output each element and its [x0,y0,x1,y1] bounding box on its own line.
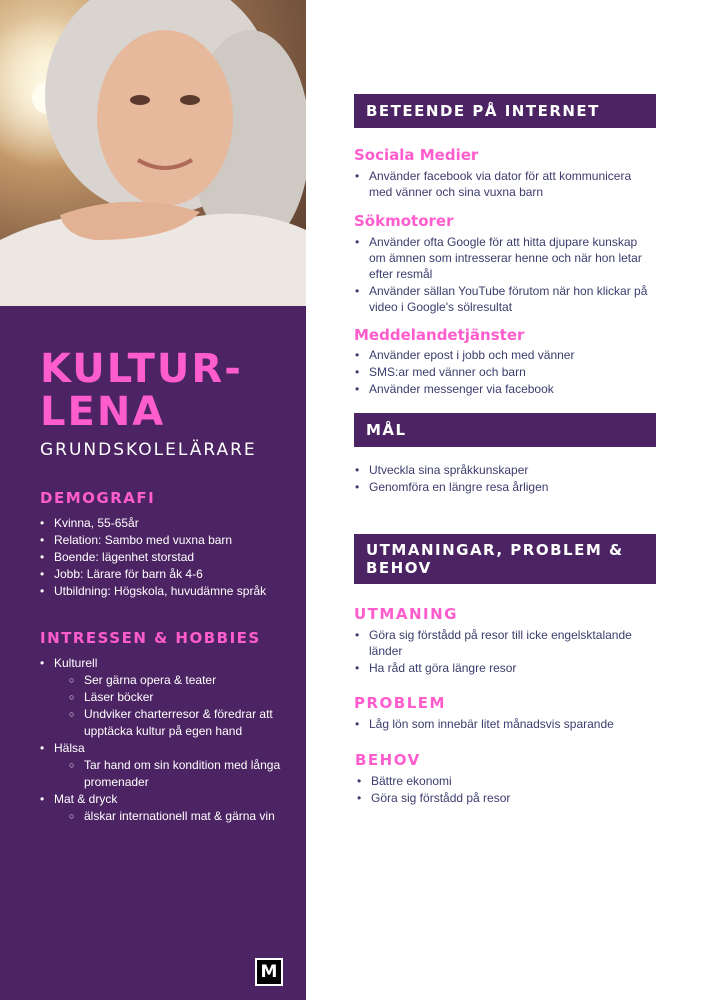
list-item [40,740,290,791]
list-item: • Använder messenger via facebook [354,381,654,397]
behov-list [356,773,656,807]
problem-heading: PROBLEM [354,694,446,712]
list-item [40,791,290,825]
mal-list [354,462,654,496]
list-item: • Använder epost i jobb och med vänner [354,347,654,363]
list-item: ○ Ser gärna opera & teater [54,672,290,689]
list-item: • Göra sig förstådd på resor [356,790,656,806]
sok-heading: Sökmotorer [354,212,454,230]
mal-header: MÅL [354,413,656,447]
list-item: • Utveckla sina språkkunskaper [354,462,654,478]
utmaning-heading: UTMANING [354,605,458,623]
group-label: Kulturell [54,656,98,670]
list-item: • Ha råd att göra längre resor [354,660,654,676]
list-item [40,655,290,740]
list-item: • SMS:ar med vänner och barn [354,364,654,380]
list-item: • Boende: lägenhet storstad [40,549,290,566]
persona-name: KULTUR-LENA [40,346,243,435]
list-item: • Jobb: Lärare för barn åk 4-6 [40,566,290,583]
list-item: • Genomföra en längre resa årligen [354,479,654,495]
author-name: MAGNUS ÄNG [592,967,659,977]
behov-heading: BEHOV [355,751,421,769]
intressen-heading: INTRESSEN & HOBBIES [40,629,261,647]
utmaningar-header: UTMANINGAR, PROBLEM & BEHOV [354,534,656,584]
author-logo: M [255,958,283,986]
list-item: • Använder sällan YouTube förutom när hon klickar på video i Google's sölresultat [354,283,654,315]
list-item: • Låg lön som innebär litet månadsvis sparande [354,716,654,732]
list-item: • Bättre ekonomi [356,773,656,789]
group-label: Mat & dryck [54,792,118,806]
persona-role: GRUNDSKOLELÄRARE [40,440,257,460]
group-label: Hälsa [54,741,85,755]
sociala-list [354,168,654,201]
persona-portrait-illustration [0,0,306,306]
list-item: • Utbildning: Högskola, huvudämne språk [40,583,290,600]
list-item: ○ Undviker charterresor & föredrar att upptäcka kultur på egen hand [54,706,290,740]
meddelande-list [354,347,654,398]
list-item: ○ Tar hand om sin kondition med långa promenader [54,757,290,791]
demografi-heading: DEMOGRAFI [40,489,156,507]
sok-list [354,234,654,316]
list-item: • Kvinna, 55-65år [40,515,290,532]
list-item: • Relation: Sambo med vuxna barn [40,532,290,549]
utmaning-list [354,627,654,677]
list-item: ○ älskar internationell mat & gärna vin [54,808,290,825]
list-item: • Använder facebook via dator för att kommunicera med vänner och sina vuxna barn [354,168,654,200]
persona-photo [0,0,306,306]
intressen-list [40,655,290,825]
problem-list [354,716,654,733]
meddelande-heading: Meddelandetjänster [354,326,525,344]
sociala-heading: Sociala Medier [354,146,479,164]
list-item: ○ Läser böcker [54,689,290,706]
list-item: • Göra sig förstådd på resor till icke engelsktalande länder [354,627,654,659]
demografi-list [40,515,290,600]
beteende-header: BETEENDE PÅ INTERNET [354,94,656,128]
list-item: • Använder ofta Google för att hitta djupare kunskap om ämnen som intresserar henne och när hon letar efter resmål [354,234,654,282]
